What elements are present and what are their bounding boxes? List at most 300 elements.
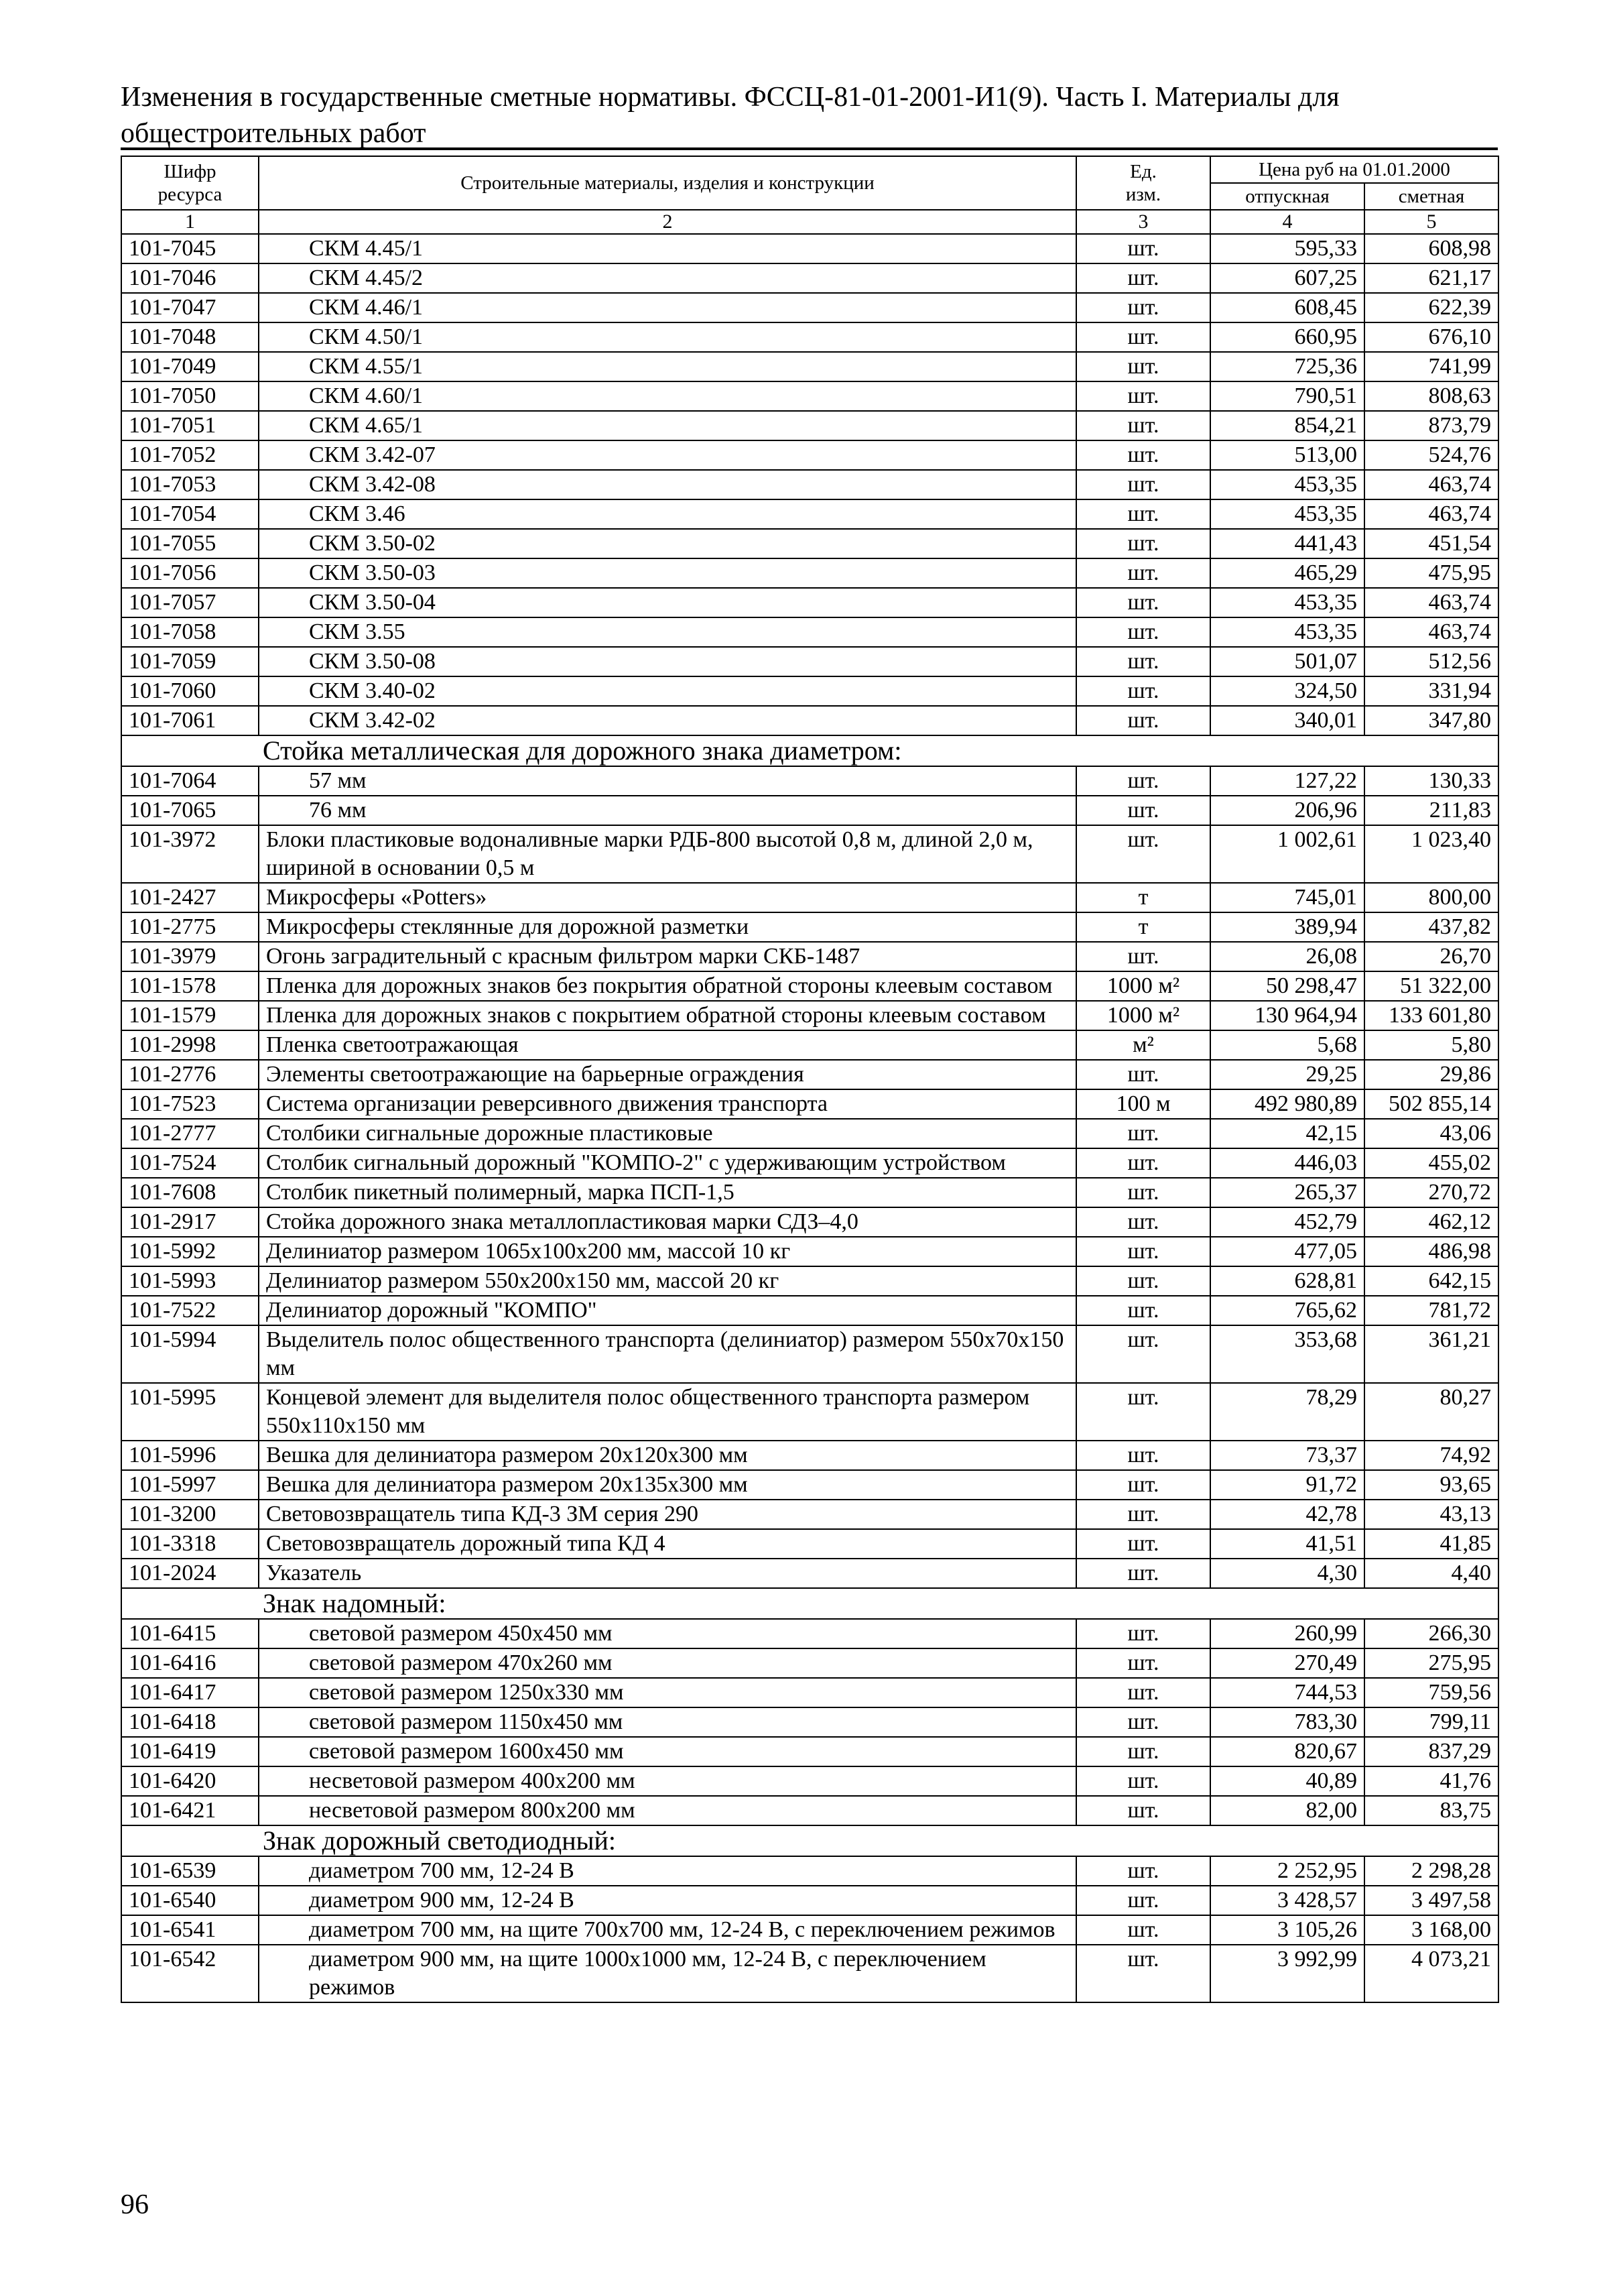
resource-code: 101-7055 <box>121 529 259 558</box>
release-price: 82,00 <box>1210 1796 1364 1825</box>
unit-of-measure: шт. <box>1076 1296 1210 1325</box>
col-head-estimate-price: сметная <box>1364 183 1498 210</box>
unit-of-measure: шт. <box>1076 263 1210 293</box>
section-title: Знак дорожный светодиодный: <box>121 1825 1498 1856</box>
release-price: 130 964,94 <box>1210 1001 1364 1030</box>
table-row <box>121 293 1498 322</box>
material-name: световой размером 470x260 мм <box>259 1648 1076 1678</box>
unit-of-measure: шт. <box>1076 1707 1210 1737</box>
material-name: СКМ 3.42-02 <box>259 706 1076 735</box>
unit-of-measure: шт. <box>1076 1856 1210 1886</box>
estimate-price: 524,76 <box>1364 440 1498 470</box>
table-row <box>121 766 1498 796</box>
unit-of-measure: шт. <box>1076 352 1210 381</box>
release-price: 3 105,26 <box>1210 1915 1364 1945</box>
col-head-unit-line2: изм. <box>1125 184 1161 205</box>
estimate-price: 502 855,14 <box>1364 1089 1498 1119</box>
table-row <box>121 1648 1498 1678</box>
unit-of-measure: шт. <box>1076 588 1210 617</box>
resource-code: 101-2777 <box>121 1119 259 1148</box>
unit-of-measure: шт. <box>1076 1559 1210 1588</box>
material-name: световой размером 450x450 мм <box>259 1619 1076 1648</box>
release-price: 453,35 <box>1210 499 1364 529</box>
resource-code: 101-7053 <box>121 470 259 499</box>
release-price: 446,03 <box>1210 1148 1364 1178</box>
release-price: 854,21 <box>1210 411 1364 440</box>
unit-of-measure: шт. <box>1076 1796 1210 1825</box>
unit-of-measure: шт. <box>1076 676 1210 706</box>
material-name: Световозвращатель типа КД-3 ЗМ серия 290 <box>259 1500 1076 1529</box>
unit-of-measure: шт. <box>1076 617 1210 647</box>
unit-of-measure: т <box>1076 912 1210 942</box>
unit-of-measure: шт. <box>1076 381 1210 411</box>
table-row <box>121 1737 1498 1766</box>
release-price: 744,53 <box>1210 1678 1364 1707</box>
estimate-price: 51 322,00 <box>1364 971 1498 1001</box>
header-rule <box>121 147 1498 150</box>
resource-code: 101-6415 <box>121 1619 259 1648</box>
release-price: 5,68 <box>1210 1030 1364 1060</box>
unit-of-measure: шт. <box>1076 1178 1210 1207</box>
resource-code: 101-7064 <box>121 766 259 796</box>
table-row <box>121 1441 1498 1470</box>
table-row <box>121 1500 1498 1529</box>
unit-of-measure: шт. <box>1076 942 1210 971</box>
resource-code: 101-5997 <box>121 1470 259 1500</box>
estimate-price: 133 601,80 <box>1364 1001 1498 1030</box>
resource-code: 101-5995 <box>121 1383 259 1441</box>
estimate-price: 451,54 <box>1364 529 1498 558</box>
table-row <box>121 1266 1498 1296</box>
release-price: 745,01 <box>1210 883 1364 912</box>
table-row <box>121 234 1498 263</box>
release-price: 206,96 <box>1210 796 1364 825</box>
estimate-price: 475,95 <box>1364 558 1498 588</box>
resource-code: 101-7045 <box>121 234 259 263</box>
table-row <box>121 1178 1498 1207</box>
unit-of-measure: шт. <box>1076 499 1210 529</box>
estimate-price: 837,29 <box>1364 1737 1498 1766</box>
material-name: Огонь заградительный с красным фильтром марки СКБ-1487 <box>259 942 1076 971</box>
table-row <box>121 1060 1498 1089</box>
estimate-price: 741,99 <box>1364 352 1498 381</box>
release-price: 40,89 <box>1210 1766 1364 1796</box>
table-row <box>121 352 1498 381</box>
table-row <box>121 1207 1498 1237</box>
resource-code: 101-6419 <box>121 1737 259 1766</box>
table-row <box>121 1383 1498 1441</box>
release-price: 820,67 <box>1210 1737 1364 1766</box>
header-line-2: общестроительных работ <box>121 118 426 149</box>
unit-of-measure: шт. <box>1076 1766 1210 1796</box>
materials-price-table <box>121 156 1499 2003</box>
resource-code: 101-7047 <box>121 293 259 322</box>
material-name: Элементы светоотражающие на барьерные ограждения <box>259 1060 1076 1089</box>
material-name: Вешка для делиниатора размером 20x120x300 мм <box>259 1441 1076 1470</box>
estimate-price: 361,21 <box>1364 1325 1498 1383</box>
estimate-price: 80,27 <box>1364 1383 1498 1441</box>
estimate-price: 83,75 <box>1364 1796 1498 1825</box>
table-head <box>121 156 1498 234</box>
unit-of-measure: шт. <box>1076 796 1210 825</box>
table-row <box>121 1089 1498 1119</box>
resource-code: 101-2024 <box>121 1559 259 1588</box>
resource-code: 101-7052 <box>121 440 259 470</box>
col-head-release-price: отпускная <box>1210 183 1364 210</box>
unit-of-measure: шт. <box>1076 1383 1210 1441</box>
page-number: 96 <box>121 2189 149 2220</box>
table-row <box>121 796 1498 825</box>
unit-of-measure: шт. <box>1076 1207 1210 1237</box>
table-row <box>121 1119 1498 1148</box>
unit-of-measure: шт. <box>1076 1148 1210 1178</box>
material-name: Столбик пикетный полимерный, марка ПСП-1,5 <box>259 1178 1076 1207</box>
release-price: 91,72 <box>1210 1470 1364 1500</box>
estimate-price: 808,63 <box>1364 381 1498 411</box>
col-head-price: Цена руб на 01.01.2000 <box>1210 156 1498 183</box>
release-price: 353,68 <box>1210 1325 1364 1383</box>
release-price: 4,30 <box>1210 1559 1364 1588</box>
table-row <box>121 1001 1498 1030</box>
unit-of-measure: шт. <box>1076 322 1210 352</box>
resource-code: 101-7058 <box>121 617 259 647</box>
resource-code: 101-7065 <box>121 796 259 825</box>
release-price: 42,78 <box>1210 1500 1364 1529</box>
estimate-price: 1 023,40 <box>1364 825 1498 883</box>
table-row <box>121 912 1498 942</box>
table-row <box>121 1766 1498 1796</box>
material-name: СКМ 4.55/1 <box>259 352 1076 381</box>
resource-code: 101-7522 <box>121 1296 259 1325</box>
unit-of-measure: шт. <box>1076 1945 1210 2002</box>
material-name: СКМ 3.40-02 <box>259 676 1076 706</box>
estimate-price: 621,17 <box>1364 263 1498 293</box>
estimate-price: 463,74 <box>1364 617 1498 647</box>
release-price: 501,07 <box>1210 647 1364 676</box>
estimate-price: 512,56 <box>1364 647 1498 676</box>
table-row <box>121 1678 1498 1707</box>
table-row <box>121 411 1498 440</box>
table-row <box>121 617 1498 647</box>
material-name: СКМ 4.65/1 <box>259 411 1076 440</box>
material-name: диаметром 700 мм, 12-24 В <box>259 1856 1076 1886</box>
release-price: 725,36 <box>1210 352 1364 381</box>
release-price: 3 992,99 <box>1210 1945 1364 2002</box>
material-name: несветовой размером 400x200 мм <box>259 1766 1076 1796</box>
unit-of-measure: шт. <box>1076 766 1210 796</box>
release-price: 78,29 <box>1210 1383 1364 1441</box>
unit-of-measure: 100 м <box>1076 1089 1210 1119</box>
resource-code: 101-2775 <box>121 912 259 942</box>
table-row <box>121 1707 1498 1737</box>
resource-code: 101-7523 <box>121 1089 259 1119</box>
release-price: 453,35 <box>1210 588 1364 617</box>
material-name: Микросферы «Potters» <box>259 883 1076 912</box>
resource-code: 101-3972 <box>121 825 259 883</box>
release-price: 265,37 <box>1210 1178 1364 1207</box>
resource-code: 101-5994 <box>121 1325 259 1383</box>
table-row <box>121 1237 1498 1266</box>
release-price: 492 980,89 <box>1210 1089 1364 1119</box>
material-name: СКМ 4.45/1 <box>259 234 1076 263</box>
estimate-price: 2 298,28 <box>1364 1856 1498 1886</box>
resource-code: 101-7060 <box>121 676 259 706</box>
table-row <box>121 263 1498 293</box>
resource-code: 101-6420 <box>121 1766 259 1796</box>
estimate-price: 642,15 <box>1364 1266 1498 1296</box>
unit-of-measure: 1000 м² <box>1076 1001 1210 1030</box>
resource-code: 101-7049 <box>121 352 259 381</box>
section-row <box>121 735 1498 766</box>
resource-code: 101-6540 <box>121 1886 259 1915</box>
unit-of-measure: шт. <box>1076 647 1210 676</box>
estimate-price: 41,85 <box>1364 1529 1498 1559</box>
unit-of-measure: шт. <box>1076 411 1210 440</box>
unit-of-measure: шт. <box>1076 1678 1210 1707</box>
release-price: 42,15 <box>1210 1119 1364 1148</box>
material-name: Пленка для дорожных знаков без покрытия обратной стороны клеевым составом <box>259 971 1076 1001</box>
resource-code: 101-2776 <box>121 1060 259 1089</box>
unit-of-measure: шт. <box>1076 1470 1210 1500</box>
table-row <box>121 1856 1498 1886</box>
resource-code: 101-7059 <box>121 647 259 676</box>
material-name: СКМ 3.42-07 <box>259 440 1076 470</box>
material-name: световой размером 1150x450 мм <box>259 1707 1076 1737</box>
col-head-code-line2: ресурса <box>157 184 222 205</box>
unit-of-measure: шт. <box>1076 825 1210 883</box>
resource-code: 101-2427 <box>121 883 259 912</box>
material-name: диаметром 900 мм, на щите 1000x1000 мм, 12-24 В, с переключением режимов <box>259 1945 1076 2002</box>
table-row <box>121 647 1498 676</box>
resource-code: 101-7051 <box>121 411 259 440</box>
estimate-price: 26,70 <box>1364 942 1498 971</box>
material-name: СКМ 3.55 <box>259 617 1076 647</box>
unit-of-measure: шт. <box>1076 1886 1210 1915</box>
table-row <box>121 1559 1498 1588</box>
material-name: Столбик сигнальный дорожный "КОМПО-2" с удерживающим устройством <box>259 1148 1076 1178</box>
col-number-4: 4 <box>1210 210 1364 234</box>
material-name: Делиниатор дорожный "КОМПО" <box>259 1296 1076 1325</box>
unit-of-measure: шт. <box>1076 1266 1210 1296</box>
material-name: Система организации реверсивного движения транспорта <box>259 1089 1076 1119</box>
unit-of-measure: шт. <box>1076 1915 1210 1945</box>
release-price: 453,35 <box>1210 617 1364 647</box>
release-price: 29,25 <box>1210 1060 1364 1089</box>
resource-code: 101-7046 <box>121 263 259 293</box>
release-price: 595,33 <box>1210 234 1364 263</box>
material-name: СКМ 3.50-08 <box>259 647 1076 676</box>
col-head-unit-line1: Ед. <box>1130 161 1157 182</box>
material-name: световой размером 1250x330 мм <box>259 1678 1076 1707</box>
resource-code: 101-3979 <box>121 942 259 971</box>
resource-code: 101-7057 <box>121 588 259 617</box>
unit-of-measure: шт. <box>1076 558 1210 588</box>
material-name: Пленка светоотражающая <box>259 1030 1076 1060</box>
table-row <box>121 1529 1498 1559</box>
table-row <box>121 706 1498 735</box>
resource-code: 101-7050 <box>121 381 259 411</box>
table-row <box>121 883 1498 912</box>
material-name: СКМ 3.46 <box>259 499 1076 529</box>
release-price: 477,05 <box>1210 1237 1364 1266</box>
table-row <box>121 588 1498 617</box>
estimate-price: 455,02 <box>1364 1148 1498 1178</box>
resource-code: 101-7524 <box>121 1148 259 1178</box>
estimate-price: 437,82 <box>1364 912 1498 942</box>
release-price: 340,01 <box>1210 706 1364 735</box>
material-name: Вешка для делиниатора размером 20x135x300 мм <box>259 1470 1076 1500</box>
estimate-price: 463,74 <box>1364 499 1498 529</box>
release-price: 607,25 <box>1210 263 1364 293</box>
unit-of-measure: шт. <box>1076 1648 1210 1678</box>
material-name: Пленка для дорожных знаков с покрытием обратной стороны клеевым составом <box>259 1001 1076 1030</box>
resource-code: 101-2917 <box>121 1207 259 1237</box>
release-price: 73,37 <box>1210 1441 1364 1470</box>
table-row <box>121 1148 1498 1178</box>
material-name: СКМ 3.50-03 <box>259 558 1076 588</box>
unit-of-measure: шт. <box>1076 1325 1210 1383</box>
resource-code: 101-1578 <box>121 971 259 1001</box>
table-row <box>121 1886 1498 1915</box>
table-row <box>121 499 1498 529</box>
material-name: световой размером 1600x450 мм <box>259 1737 1076 1766</box>
unit-of-measure: шт. <box>1076 706 1210 735</box>
estimate-price: 74,92 <box>1364 1441 1498 1470</box>
estimate-price: 3 497,58 <box>1364 1886 1498 1915</box>
col-head-name: Строительные материалы, изделия и конструкции <box>259 156 1076 210</box>
material-name: СКМ 4.46/1 <box>259 293 1076 322</box>
release-price: 441,43 <box>1210 529 1364 558</box>
table-row <box>121 971 1498 1001</box>
material-name: СКМ 4.45/2 <box>259 263 1076 293</box>
unit-of-measure: шт. <box>1076 1737 1210 1766</box>
release-price: 260,99 <box>1210 1619 1364 1648</box>
release-price: 513,00 <box>1210 440 1364 470</box>
unit-of-measure: т <box>1076 883 1210 912</box>
table-row <box>121 1796 1498 1825</box>
resource-code: 101-5993 <box>121 1266 259 1296</box>
table-row <box>121 440 1498 470</box>
table-row <box>121 942 1498 971</box>
resource-code: 101-3200 <box>121 1500 259 1529</box>
estimate-price: 270,72 <box>1364 1178 1498 1207</box>
resource-code: 101-7608 <box>121 1178 259 1207</box>
material-name: 57 мм <box>259 766 1076 796</box>
resource-code: 101-7054 <box>121 499 259 529</box>
release-price: 608,45 <box>1210 293 1364 322</box>
material-name: Блоки пластиковые водоналивные марки РДБ-800 высотой 0,8 м, длиной 2,0 м, шириной в основании 0,5 м <box>259 825 1076 883</box>
material-name: СКМ 3.42-08 <box>259 470 1076 499</box>
estimate-price: 266,30 <box>1364 1619 1498 1648</box>
resource-code: 101-6418 <box>121 1707 259 1737</box>
estimate-price: 873,79 <box>1364 411 1498 440</box>
resource-code: 101-2998 <box>121 1030 259 1060</box>
material-name: Делиниатор размером 1065x100x200 мм, массой 10 кг <box>259 1237 1076 1266</box>
resource-code: 101-7048 <box>121 322 259 352</box>
resource-code: 101-5992 <box>121 1237 259 1266</box>
col-head-code <box>121 156 259 210</box>
col-number-1: 1 <box>121 210 259 234</box>
table-row <box>121 825 1498 883</box>
estimate-price: 43,06 <box>1364 1119 1498 1148</box>
material-name: СКМ 3.50-04 <box>259 588 1076 617</box>
col-number-5: 5 <box>1364 210 1498 234</box>
material-name: диаметром 700 мм, на щите 700x700 мм, 12-24 В, с переключением режимов <box>259 1915 1076 1945</box>
release-price: 324,50 <box>1210 676 1364 706</box>
material-name: СКМ 4.60/1 <box>259 381 1076 411</box>
material-name: Указатель <box>259 1559 1076 1588</box>
col-number-2: 2 <box>259 210 1076 234</box>
release-price: 270,49 <box>1210 1648 1364 1678</box>
table-body <box>121 234 1498 2002</box>
table-row <box>121 322 1498 352</box>
unit-of-measure: шт. <box>1076 1119 1210 1148</box>
unit-of-measure: шт. <box>1076 470 1210 499</box>
unit-of-measure: шт. <box>1076 1237 1210 1266</box>
resource-code: 101-1579 <box>121 1001 259 1030</box>
release-price: 452,79 <box>1210 1207 1364 1237</box>
estimate-price: 4,40 <box>1364 1559 1498 1588</box>
estimate-price: 29,86 <box>1364 1060 1498 1089</box>
table-row <box>121 1325 1498 1383</box>
header-line-1: Изменения в государственные сметные нормативы. ФССЦ-81-01-2001-И1(9). Часть I. Материалы для <box>121 82 1340 113</box>
estimate-price: 3 168,00 <box>1364 1915 1498 1945</box>
estimate-price: 781,72 <box>1364 1296 1498 1325</box>
estimate-price: 759,56 <box>1364 1678 1498 1707</box>
release-price: 628,81 <box>1210 1266 1364 1296</box>
table-row <box>121 1296 1498 1325</box>
resource-code: 101-6542 <box>121 1945 259 2002</box>
estimate-price: 41,76 <box>1364 1766 1498 1796</box>
unit-of-measure: 1000 м² <box>1076 971 1210 1001</box>
table-row <box>121 558 1498 588</box>
material-name: Делиниатор размером 550x200x150 мм, массой 20 кг <box>259 1266 1076 1296</box>
material-name: Выделитель полос общественного транспорта (делиниатор) размером 550x70x150 мм <box>259 1325 1076 1383</box>
table-row <box>121 1945 1498 2002</box>
material-name: СКМ 4.50/1 <box>259 322 1076 352</box>
estimate-price: 800,00 <box>1364 883 1498 912</box>
material-name: 76 мм <box>259 796 1076 825</box>
table-row <box>121 1619 1498 1648</box>
resource-code: 101-7056 <box>121 558 259 588</box>
release-price: 389,94 <box>1210 912 1364 942</box>
unit-of-measure: шт. <box>1076 293 1210 322</box>
release-price: 26,08 <box>1210 942 1364 971</box>
estimate-price: 608,98 <box>1364 234 1498 263</box>
resource-code: 101-5996 <box>121 1441 259 1470</box>
unit-of-measure: шт. <box>1076 234 1210 263</box>
resource-code: 101-6416 <box>121 1648 259 1678</box>
unit-of-measure: м² <box>1076 1030 1210 1060</box>
estimate-price: 4 073,21 <box>1364 1945 1498 2002</box>
release-price: 2 252,95 <box>1210 1856 1364 1886</box>
release-price: 127,22 <box>1210 766 1364 796</box>
unit-of-measure: шт. <box>1076 529 1210 558</box>
release-price: 765,62 <box>1210 1296 1364 1325</box>
section-row <box>121 1825 1498 1856</box>
estimate-price: 347,80 <box>1364 706 1498 735</box>
release-price: 783,30 <box>1210 1707 1364 1737</box>
table-row <box>121 1470 1498 1500</box>
release-price: 1 002,61 <box>1210 825 1364 883</box>
material-name: Стойка дорожного знака металлопластиковая марки СДЗ–4,0 <box>259 1207 1076 1237</box>
material-name: Концевой элемент для выделителя полос общественного транспорта размером 550x110x150 мм <box>259 1383 1076 1441</box>
col-number-3: 3 <box>1076 210 1210 234</box>
unit-of-measure: шт. <box>1076 440 1210 470</box>
estimate-price: 676,10 <box>1364 322 1498 352</box>
unit-of-measure: шт. <box>1076 1619 1210 1648</box>
release-price: 790,51 <box>1210 381 1364 411</box>
